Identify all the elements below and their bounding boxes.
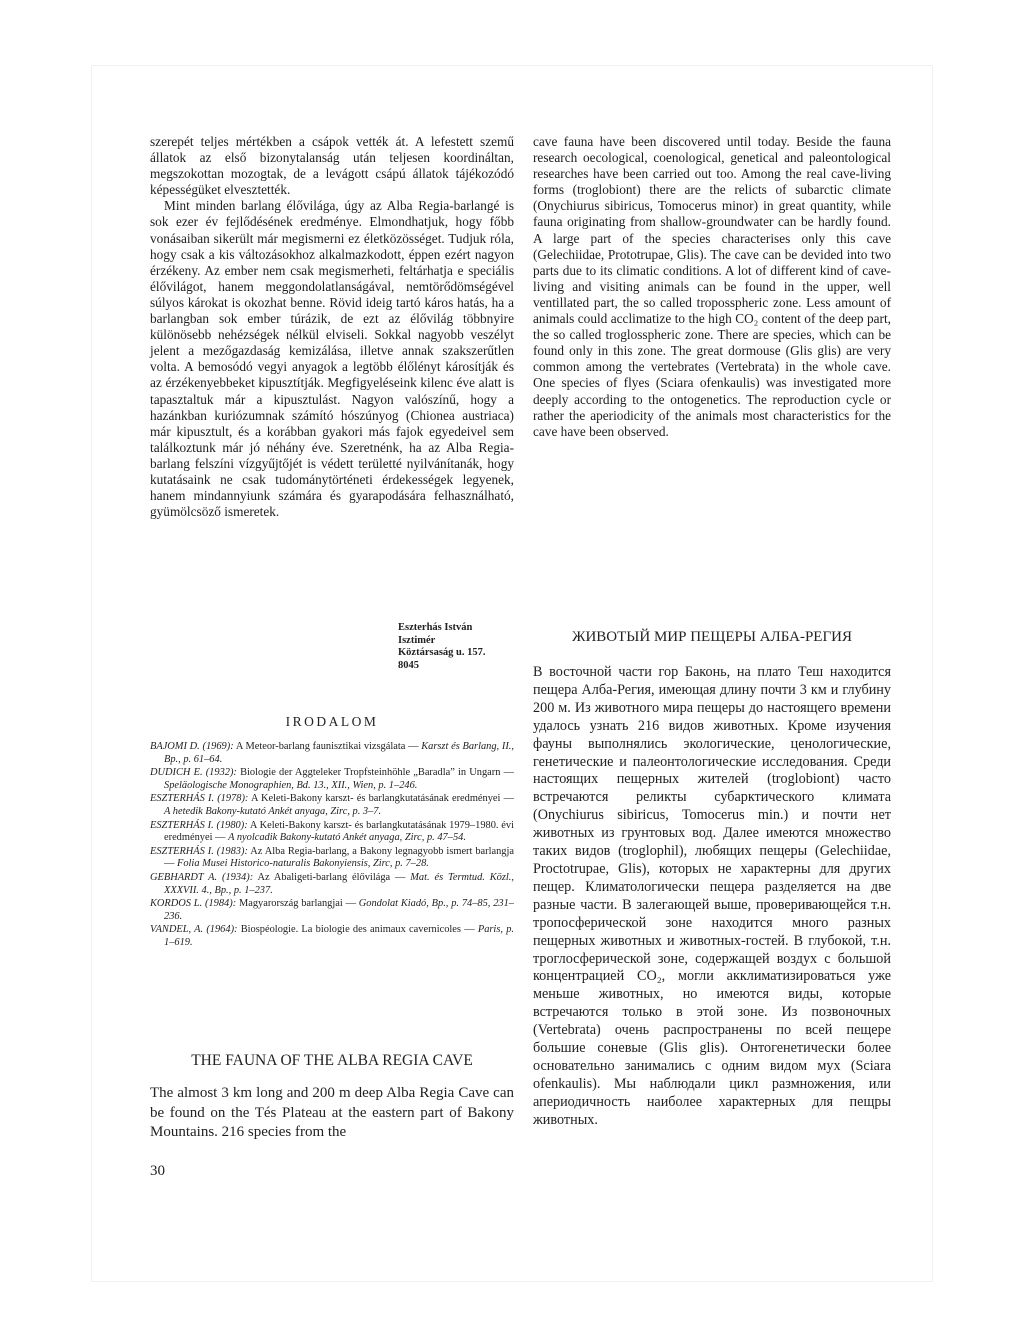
english-summary-intro: The almost 3 km long and 200 m deep Alba Regia Cave can be found on the Tés Plateau at the eastern part of Bakony Mountains. 216 species from the	[150, 1085, 514, 1140]
reference-item	[150, 898, 514, 923]
author-street: Köztársaság u. 157.	[398, 647, 486, 659]
reference-author: DUDICH E. (1932):	[150, 767, 237, 779]
reference-source: Paris, p. 1–619.	[164, 924, 514, 948]
english-summary-heading: THE FAUNA OF THE ALBA REGIA CAVE	[191, 1052, 473, 1069]
reference-author: ESZTERHÁS I. (1983):	[150, 845, 248, 857]
reference-item	[150, 820, 514, 845]
paragraph-conservation: Mint minden barlang élővilága, úgy az Alba Regia-barlangé is sok ezer év fejlődésének eredménye. Elmondhatjuk, hogy főbb vonásaiban sikerült már megismerni ez életközösséget. Tudjuk róla, hogy csak a kis változásokhoz alkalmazkodott, éppen ezért nagyon érzékeny. Az ember nem csak megismerheti, feltárhatja e speciális élővilágot, hanem meggondolatlanságával, nemtörődömségével súlyos károkat is okozhat benne. Rövid ideig tartó káros hatás, ha a barlangban sok ember túrázik, de ezt az élővilág többnyire különösebb nehézségek nélkül elviseli. Sokkal nagyobb veszélyt jelent a mezőgazdaság kemizálása, illetve annak szakszerűtlen volta. A bemosódó vegyi anyagok a legtöbb élőlényt károsítják és az érzékenyebbeket kipusztítják. Megfigyeléseink kilenc éve alatt is tapasztaltuk már a kipusztulást. Nagyon valószínű, hogy a hazánkban kuriózumnak számító hószúnyog (Chionea austriaca) már kipusztult, és a korábban gyakori más fajok egyedeivel sem találkoztunk már jó néhány éve. Szeretnénk, ha az Alba Regia-barlang felszíni vízgyűjtőjét is védett területté nyilvánítanák, hogy kutatásaink ne csak tudománytörténeti érdekességek legyenek, hanem mindannyiunk számára és gyarapodására felhasználható, gyümölcsöző ismeretek.	[150, 198, 514, 520]
reference-title: Az Abaligeti-barlang élővilága —	[253, 871, 411, 883]
author-address	[398, 622, 538, 672]
english-summary-continued: cave fauna have been discovered until today. Beside the fauna research oecological, coenological, genetical and paleontological researches have been carried out too. Among the real cave-living forms (troglobiont) there are the relicts of subarctic climate (Onychiurus sibiricus, Tomocerus minor) in great quantity, while fauna originating from shallow-groundwater can be hardly found. A large part of the species characterises only this cave (Gelechiidae, Prototrupae, Glis). The cave can be devided into two parts due to its climatic conditions. A lot of different kind of cave-living and visiting animals can be found in the upper, well ventillated part, the so called troposspheric zone. Less amount of animals could acclimatize to the high CO₂ content of the deep part, the so called troglosspheric zone. There are species, which can be found only in this zone. The great dormouse (Glis glis) are very common among the vertebrates (Vertebrata) in the whole cave. One species of flyes (Sciara ofenkaulis) was investigated more deeply according to the ontogenetics. The reproduction cycle or rather the aperiodicity of the animals most characteristics for the cave have been observed.	[533, 134, 891, 439]
page-number: 30	[150, 1163, 165, 1179]
reference-source: A hetedik Bakony-kutató Ankét anyaga, Zirc, p. 3–7.	[164, 805, 382, 817]
reference-source: Speläologische Monographien, Bd. 13., XII., Wien, p. 1–246.	[164, 779, 418, 791]
reference-item	[150, 924, 514, 949]
reference-item	[150, 767, 514, 792]
reference-author: ESZTERHÁS I. (1978):	[150, 793, 249, 805]
reference-source: Mat. és Termtud. Közl., XXXVII. 4., Bp., p. 1–237.	[164, 871, 515, 896]
reference-title: Az Alba Regia-barlang, a Bakony legnagyobb ismert barlangja —	[164, 845, 514, 870]
russian-summary-heading: ЖИВОТЫЙ МИР ПЕЩЕРЫ АЛБА-РЕГИЯ	[572, 629, 852, 645]
left-column-text	[150, 134, 514, 520]
reference-source: A nyolcadik Bakony-kutató Ankét anyaga, Zirc, p. 47–54.	[228, 832, 466, 844]
reference-item	[150, 741, 514, 766]
reference-source: Folia Musei Historico-naturalis Bakonyiensis, Zirc, p. 7–28.	[177, 858, 429, 870]
reference-item	[150, 872, 514, 897]
author-city: Isztimér	[398, 634, 436, 646]
reference-item	[150, 793, 514, 818]
reference-title: Biospéologie. La biologie des animaux cavernicoles —	[237, 924, 478, 936]
reference-title: A Keleti-Bakony karszt- és barlangkutatásának 1979–1980. évi eredményei —	[164, 819, 514, 844]
russian-summary-text: В восточной части гор Баконь, на плато Теш находится пещера Алба-Регия, имеющая длину почти 3 км и глубину 200 м. Из животного мира пещеры до настоящего времени удалось узнать 216 видов животных. Кроме изучения фауны выполнялись экологические, ценологические, генетические и палеонтологические исследования. Среди настоящих пещерных жителей (troglobiont) часто встречаются реликты субарктического климата (Onychiurus sibiricus, Tomocerus min.) и почти нет животных из грунтовых вод. Далее имеются множество таких видов (troglophil), любящих пещеры (Gelechiidae, Proctotrupae, Glis), которых не характерны для других пещер. Климатологически пещера разделяется на две разные части. В залегающей выше, проверивающейся т.н. тропосферической зоне находится много разных пещерных животных и животных-гостей. В глубокой, т.н. троглосферической зоне, содержащей воздух с большой концентрацией CO₂, могли акклиматизироваться уже меньше животных, но имеются виды, которые встречаются только в этой зоне. Из позвоночных (Vertebrata) очень распространены по всей пещере большие соневые (Glis glis). Онтогенетически более основательно занимались с одним видом мух (Sciara ofenkaulis). Мы наблюдали цикл размножения, или апериодичность наиболее характерных для пещры животных.	[533, 664, 891, 1128]
references-heading: IRODALOM	[285, 714, 379, 729]
author-postcode: 8045	[398, 659, 419, 671]
reference-title: A Meteor-barlang faunisztikai vizsgálata —	[233, 741, 422, 752]
reference-title: Magyarország barlangjai —	[236, 898, 359, 910]
author-name: Eszterhás István	[398, 622, 473, 633]
reference-title: Biologie der Aggteleker Tropfsteinhöhle „Baradla” in Ungarn —	[236, 767, 514, 779]
reference-author: BAJOMI D. (1969):	[150, 741, 234, 752]
reference-list	[150, 741, 514, 951]
reference-author: VANDEL, A. (1964):	[150, 924, 238, 936]
reference-author: ESZTERHÁS I. (1980):	[150, 819, 248, 831]
reference-title: A Keleti-Bakony karszt- és barlangkutatásának eredményei —	[248, 793, 514, 805]
paragraph-antennae: szerepét teljes mértékben a csápok vették át. A lefestett szemű állatok az első bizonytalanság után teljesen koordináltan, megszokottan mozogtak, de a levágott csápú állatok tájékozódó képességüket elvesztették.	[150, 134, 514, 198]
reference-author: KORDOS L. (1984):	[150, 898, 237, 910]
reference-author: GEBHARDT A. (1934):	[150, 871, 254, 883]
right-column-text	[533, 134, 891, 440]
reference-source: Karszt és Barlang, II., Bp., p. 61–64.	[164, 741, 514, 765]
reference-source: Gondolat Kiadó, Bp., p. 74–85, 231–236.	[164, 898, 514, 922]
reference-item	[150, 846, 514, 871]
